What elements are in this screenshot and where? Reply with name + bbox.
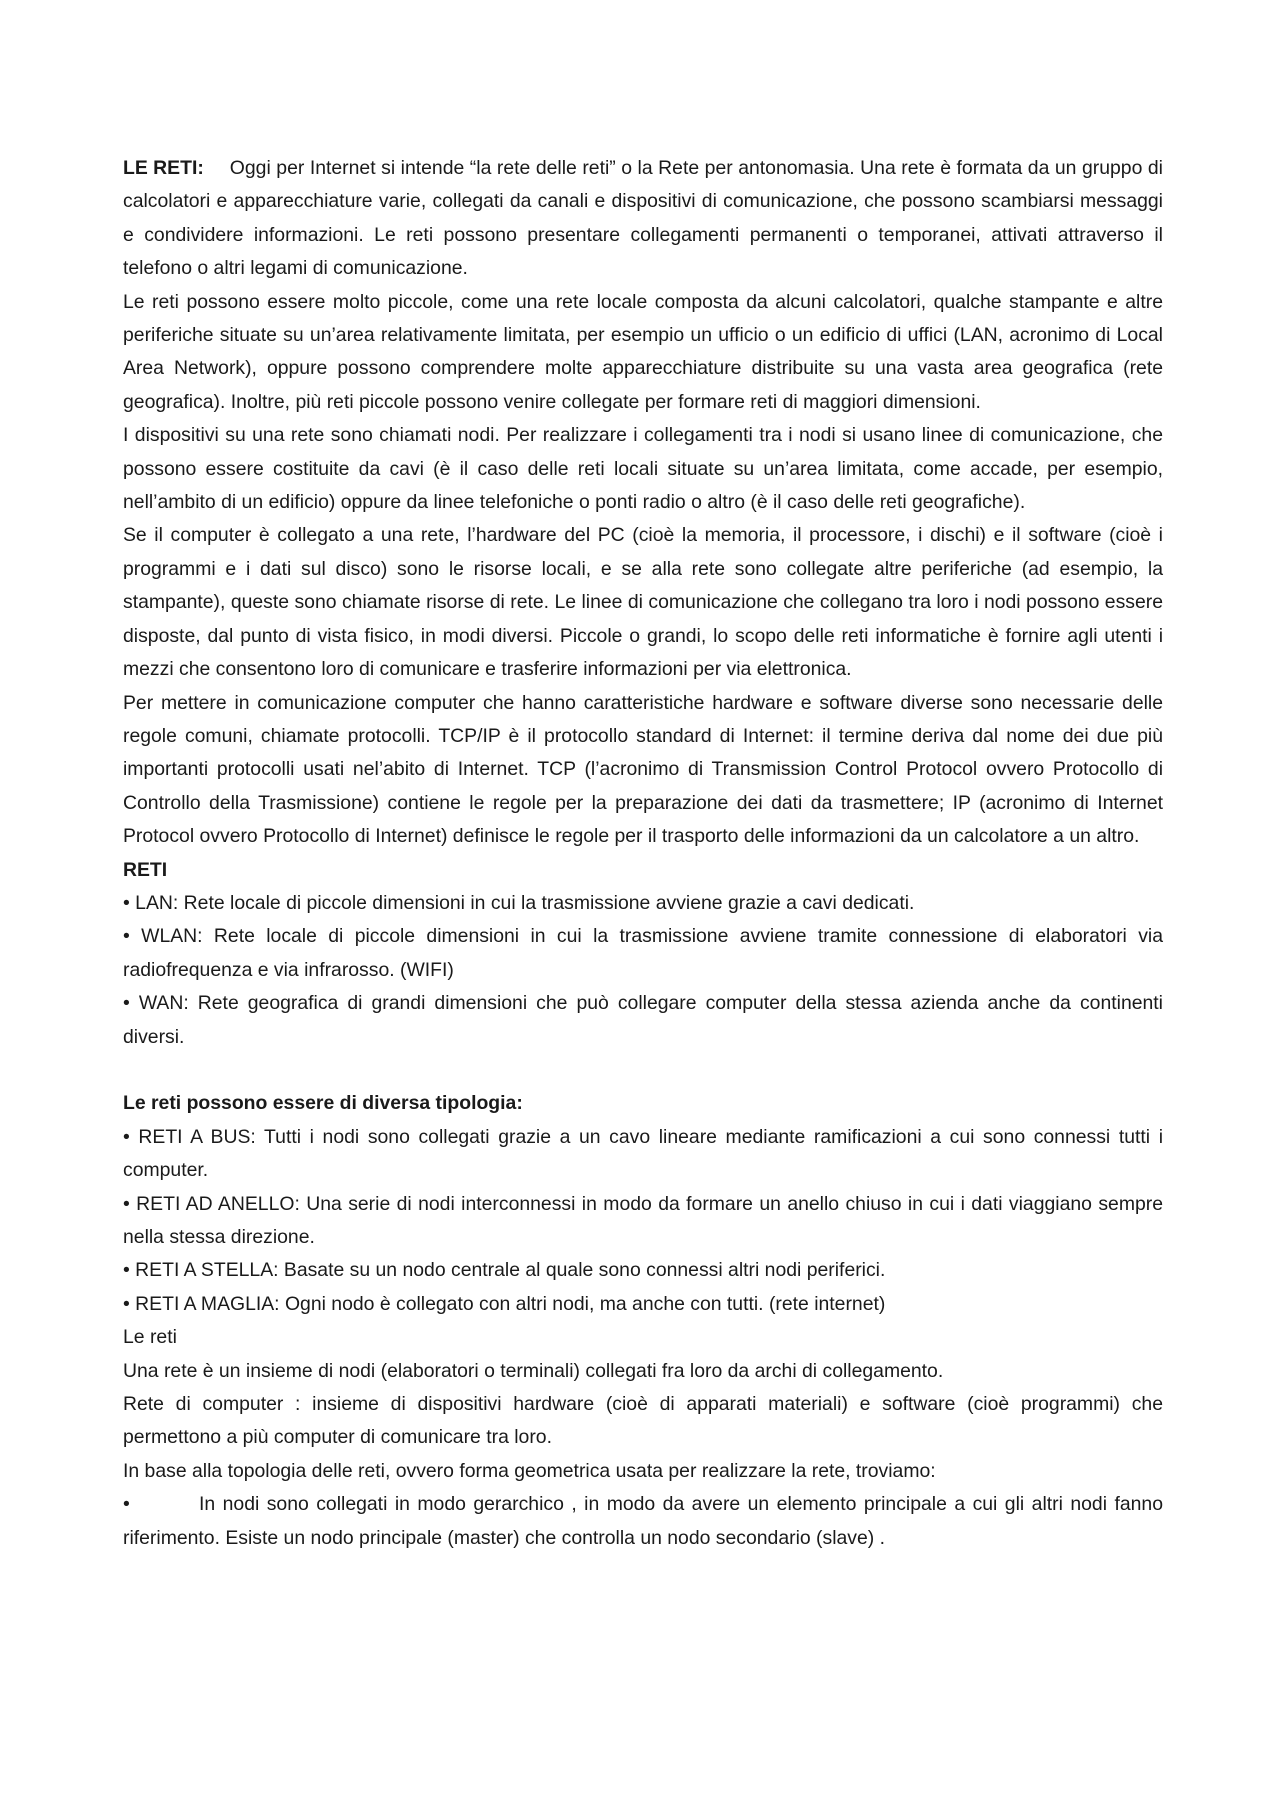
list-item: • WLAN: Rete locale di piccole dimensioni in cui la trasmissione avviene tramite connessione di elaboratori via radiofrequenza e via infrarosso. (WIFI)	[123, 925, 1163, 981]
paragraph: Se il computer è collegato a una rete, l’hardware del PC (cioè la memoria, il processore, i dischi) e il software (cioè i programmi e i dati sul disco) sono le risorse locali, e se alla rete sono collegate altre periferiche (ad esempio, la stampante), queste sono chiamate risorse di rete. Le linee di comunicazione che collegano tra loro i nodi possono essere disposte, dal punto di vista fisico, in modi diversi. Piccole o grandi, lo scopo delle reti informatiche è fornire agli utenti i mezzi che consentono loro di comunicare e trasferire informazioni per via elettronica.	[123, 524, 1163, 681]
paragraph: Le reti possono essere molto piccole, come una rete locale composta da alcuni calcolatori, qualche stampante e altre periferiche situate su un’area relativamente limitata, per esempio un ufficio o un edificio di uffici (LAN, acronimo di Local Area Network), oppure possono comprendere molte apparecchiature distribuite su una vasta area geografica (rete geografica). Inoltre, più reti piccole possono venire collegate per formare reti di maggiori dimensioni.	[123, 290, 1163, 413]
intro-heading: LE RETI:	[123, 157, 204, 179]
list-item: • RETI AD ANELLO: Una serie di nodi interconnessi in modo da formare un anello chiuso in cui i dati viaggiano sempre nella stessa direzione.	[123, 1192, 1163, 1248]
reti-heading: RETI	[123, 858, 168, 881]
list-item: • RETI A MAGLIA: Ogni nodo è collegato con altri nodi, ma anche con tutti. (rete internet)	[123, 1292, 886, 1315]
closing-title: Le reti	[123, 1326, 177, 1349]
list-item: • LAN: Rete locale di piccole dimensioni in cui la trasmissione avviene grazie a cavi dedicati.	[123, 891, 915, 914]
tipologia-heading: Le reti possono essere di diversa tipologia:	[123, 1092, 523, 1115]
blank-line	[123, 1054, 1163, 1087]
closing-line: Rete di computer : insieme di dispositivi hardware (cioè di apparati materiali) e software (cioè programmi) che permettono a più computer di comunicare tra loro.	[123, 1393, 1163, 1449]
final-bullet-item	[123, 1488, 1163, 1555]
paragraph: Per mettere in comunicazione computer che hanno caratteristiche hardware e software diverse sono necessarie delle regole comuni, chiamate protocolli. TCP/IP è il protocollo standard di Internet: il termine deriva dal nome dei due più importanti protocolli usati nel’abito di Internet. TCP (l’acronimo di Transmission Control Protocol ovvero Protocollo di Controllo della Trasmissione) contiene le regole per la preparazione dei dati da trasmettere; IP (acronimo di Internet Protocol ovvero Protocollo di Internet) definisce le regole per il trasporto delle informazioni da un calcolatore a un altro.	[123, 691, 1163, 848]
closing-line: Una rete è un insieme di nodi (elaboratori o terminali) collegati fra loro da archi di collegamento.	[123, 1359, 944, 1382]
closing-line: In base alla topologia delle reti, ovvero forma geometrica usata per realizzare la rete, troviamo:	[123, 1459, 936, 1482]
intro-paragraph	[123, 152, 1163, 286]
list-item: • RETI A STELLA: Basate su un nodo centrale al quale sono connessi altri nodi periferici.	[123, 1259, 886, 1282]
intro-text: Oggi per Internet si intende “la rete delle reti” o la Rete per antonomasia. Una rete è formata da un gruppo di calcolatori e apparecchiature varie, collegati da canali e dispositivi di comunicazione, che possono scambiarsi messaggi e condividere informazioni. Le reti possono presentare collegamenti permanenti o temporanei, attivati attraverso il telefono o altri legami di comunicazione.	[123, 157, 1163, 280]
bullet-glyph: •	[123, 1493, 130, 1516]
paragraph: I dispositivi su una rete sono chiamati nodi. Per realizzare i collegamenti tra i nodi si usano linee di comunicazione, che possono essere costituite da cavi (è il caso delle reti locali situate su un’area limitata, come accade, per esempio, nell’ambito di un edificio) oppure da linee telefoniche o ponti radio o altro (è il caso delle reti geografiche).	[123, 424, 1163, 514]
list-item: • RETI A BUS: Tutti i nodi sono collegati grazie a un cavo lineare mediante ramificazioni a cui sono connessi tutti i computer.	[123, 1125, 1163, 1182]
final-bullet-text: In nodi sono collegati in modo gerarchico , in modo da avere un elemento principale a cui gli altri nodi fanno riferimento. Esiste un nodo principale (master) che controlla un nodo secondario (slave) .	[123, 1493, 1163, 1549]
document-body	[123, 152, 1163, 1555]
list-item: • WAN: Rete geografica di grandi dimensioni che può collegare computer della stessa azienda anche da continenti diversi.	[123, 992, 1163, 1048]
